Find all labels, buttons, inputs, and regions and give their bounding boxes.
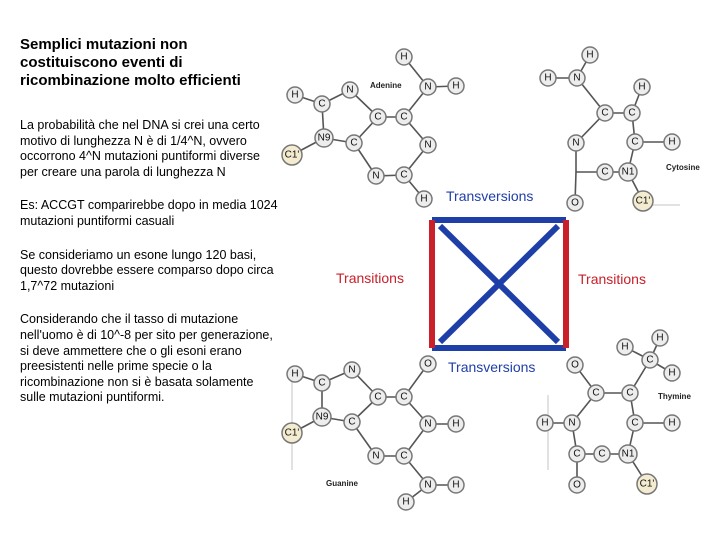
atom-c	[370, 389, 386, 405]
adenine-label: Adenine	[370, 81, 402, 90]
atom-c	[627, 415, 643, 431]
svg-text:O: O	[571, 359, 579, 371]
atom-h	[634, 79, 650, 95]
cytosine-label: Cytosine	[666, 163, 700, 172]
svg-text:N: N	[573, 72, 581, 84]
slide-title: Semplici mutazioni non costituiscono eventi di ricombinazione molto efficienti	[20, 36, 241, 89]
atom-h	[396, 49, 412, 65]
svg-text:H: H	[586, 49, 594, 61]
atom-n	[564, 415, 580, 431]
paragraph-exon: Se consideriamo un esone lungo 120 basi, questo dovrebbe essere comparso dopo circa 1,7^72 mutazioni	[20, 247, 274, 293]
atom-c	[370, 109, 386, 125]
atom-c	[642, 352, 658, 368]
atom-h	[448, 78, 464, 94]
svg-text:H: H	[452, 418, 460, 430]
atom-h	[537, 415, 553, 431]
svg-text:C: C	[626, 387, 634, 399]
atom-h	[287, 366, 303, 382]
atom-n1	[619, 445, 637, 463]
svg-text:C: C	[646, 354, 654, 366]
atom-n9	[315, 129, 333, 147]
svg-text:N: N	[424, 479, 432, 491]
atom-c	[594, 446, 610, 462]
atom-n	[569, 70, 585, 86]
atom-c	[627, 134, 643, 150]
atom-n9	[313, 408, 331, 426]
svg-text:H: H	[402, 496, 410, 508]
svg-text:N: N	[424, 418, 432, 430]
atom-h	[448, 477, 464, 493]
atom-h	[664, 415, 680, 431]
atom-c	[344, 414, 360, 430]
atom-c1-prime	[633, 191, 653, 211]
svg-text:H: H	[291, 368, 299, 380]
atom-n	[420, 137, 436, 153]
svg-text:C: C	[601, 107, 609, 119]
atom-c	[588, 385, 604, 401]
svg-text:N: N	[572, 137, 580, 149]
svg-text:C: C	[598, 448, 606, 460]
svg-text:H: H	[541, 417, 549, 429]
svg-text:C: C	[631, 417, 639, 429]
svg-text:C: C	[348, 416, 356, 428]
atom-h	[664, 134, 680, 150]
svg-text:C: C	[374, 111, 382, 123]
atom-n	[368, 448, 384, 464]
transitions-label-right: Transitions	[578, 271, 646, 287]
svg-text:C1': C1'	[284, 427, 300, 439]
svg-text:N: N	[424, 139, 432, 151]
atom-n	[420, 477, 436, 493]
svg-text:C: C	[592, 387, 600, 399]
atom-o	[567, 195, 583, 211]
atom-o	[420, 356, 436, 372]
svg-text:H: H	[656, 332, 664, 344]
atom-h	[287, 87, 303, 103]
svg-text:H: H	[420, 193, 428, 205]
atom-c	[314, 96, 330, 112]
atom-c	[396, 448, 412, 464]
atom-c	[314, 375, 330, 391]
svg-text:N9: N9	[315, 411, 329, 423]
svg-text:O: O	[573, 479, 581, 491]
atom-n	[342, 82, 358, 98]
svg-text:N: N	[348, 364, 356, 376]
svg-text:C1': C1'	[284, 149, 300, 161]
atom-c1-prime	[282, 145, 302, 165]
atom-n	[420, 416, 436, 432]
svg-text:H: H	[400, 51, 408, 63]
cytosine-molecule	[540, 47, 700, 211]
atom-c	[622, 385, 638, 401]
svg-text:H: H	[668, 136, 676, 148]
atom-c1-prime	[282, 423, 302, 443]
atom-n1	[619, 163, 637, 181]
svg-text:N: N	[346, 84, 354, 96]
svg-text:C1': C1'	[635, 195, 651, 207]
svg-text:C: C	[374, 391, 382, 403]
atom-h	[617, 339, 633, 355]
svg-text:H: H	[452, 479, 460, 491]
svg-text:N1: N1	[621, 448, 635, 460]
paragraph-mutation-rate: Considerando che il tasso di mutazione nell'uomo è di 10^-8 per sito per generazione, si deve ammettere che o gli esoni erano preesistenti nelle prime specie o la ricombinazione non si è basata solamente sulle mutazioni puntiformi.	[20, 312, 273, 405]
atom-c1-prime	[637, 474, 657, 494]
svg-text:H: H	[638, 81, 646, 93]
atom-c	[396, 389, 412, 405]
svg-text:C: C	[400, 169, 408, 181]
svg-text:N9: N9	[317, 132, 331, 144]
svg-text:N: N	[568, 417, 576, 429]
svg-text:C: C	[350, 137, 358, 149]
svg-text:N: N	[372, 170, 380, 182]
atom-h	[652, 330, 668, 346]
svg-text:H: H	[621, 341, 629, 353]
atom-c	[569, 446, 585, 462]
atom-c	[396, 109, 412, 125]
svg-text:N: N	[372, 450, 380, 462]
svg-text:C: C	[601, 166, 609, 178]
guanine-molecule	[282, 356, 464, 510]
paragraph-example: Es: ACCGT comparirebbe dopo in media 1024 mutazioni puntiformi casuali	[20, 198, 278, 228]
svg-text:N1: N1	[621, 166, 635, 178]
svg-text:C: C	[318, 98, 326, 110]
adenine-molecule	[282, 49, 464, 207]
svg-text:C: C	[318, 377, 326, 389]
atom-h	[582, 47, 598, 63]
atom-h	[540, 70, 556, 86]
transversions-label-bottom: Transversions	[448, 359, 536, 375]
svg-text:H: H	[544, 72, 552, 84]
thymine-label: Thymine	[658, 392, 691, 401]
svg-text:C: C	[631, 136, 639, 148]
atom-n	[368, 168, 384, 184]
atom-c	[396, 167, 412, 183]
svg-text:O: O	[424, 358, 432, 370]
paragraph-probability: La probabilità che nel DNA si crei una certo motivo di lunghezza N è di 1/4^N, ovvero occorrono 4^N mutazioni puntiformi diverse per creare una parola di lunghezza N	[20, 118, 260, 179]
svg-text:H: H	[291, 89, 299, 101]
svg-text:C: C	[400, 391, 408, 403]
atom-c	[597, 105, 613, 121]
atom-h	[448, 416, 464, 432]
atom-o	[569, 477, 585, 493]
thymine-molecule	[537, 330, 691, 494]
svg-text:O: O	[571, 197, 579, 209]
atom-c	[597, 164, 613, 180]
svg-text:C: C	[573, 448, 581, 460]
atom-n	[420, 79, 436, 95]
atom-h	[416, 191, 432, 207]
guanine-label: Guanine	[326, 479, 359, 488]
atom-n	[344, 362, 360, 378]
svg-text:C: C	[400, 111, 408, 123]
atom-n	[568, 135, 584, 151]
svg-text:H: H	[452, 80, 460, 92]
atom-h	[398, 494, 414, 510]
svg-text:H: H	[668, 367, 676, 379]
atom-c	[346, 135, 362, 151]
svg-text:C1': C1'	[639, 478, 655, 490]
atom-h	[664, 365, 680, 381]
svg-text:C: C	[628, 107, 636, 119]
svg-text:C: C	[400, 450, 408, 462]
transversions-label-top: Transversions	[446, 188, 534, 204]
svg-text:N: N	[424, 81, 432, 93]
transitions-label-left: Transitions	[336, 270, 404, 286]
atom-o	[567, 357, 583, 373]
atom-c	[624, 105, 640, 121]
svg-text:H: H	[668, 417, 676, 429]
